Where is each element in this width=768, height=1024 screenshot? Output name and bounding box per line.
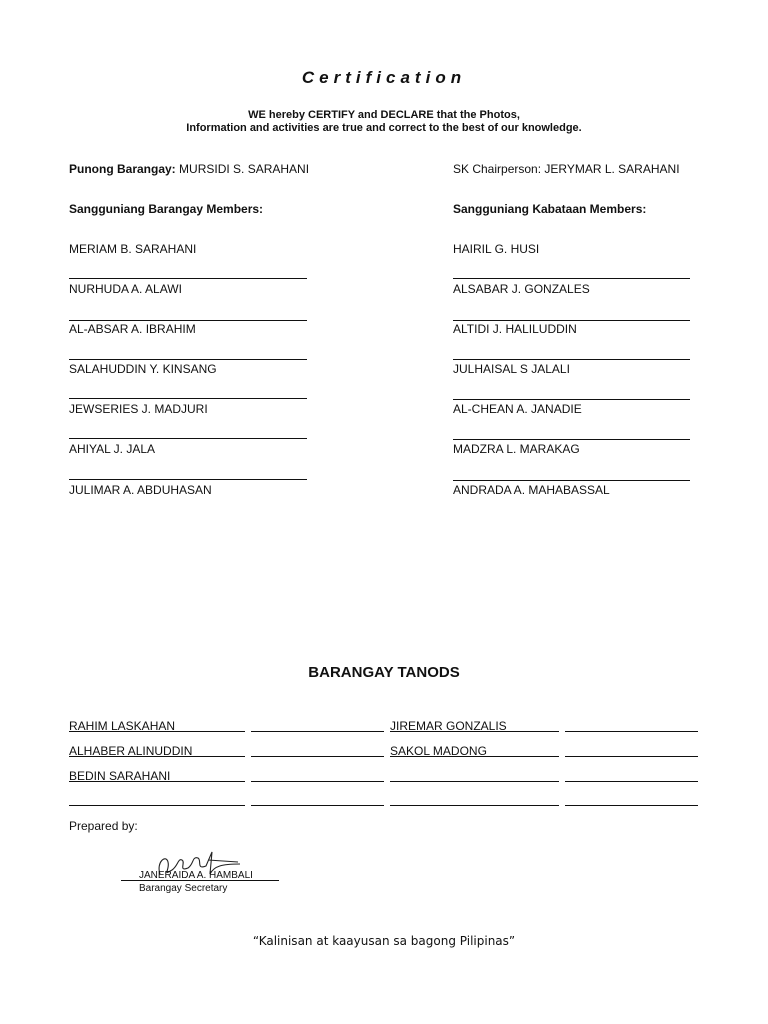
secretary-name: JANERAIDA A. HAMBALI	[139, 870, 253, 881]
signature-line	[453, 399, 690, 400]
sk-members-heading: Sangguniang Kabataan Members:	[453, 202, 647, 216]
certify-line-2: Information and activities are true and correct to the best of our knowledge.	[186, 122, 582, 134]
tanod-line	[69, 731, 245, 732]
punong-barangay	[69, 162, 309, 176]
tanod-line	[390, 756, 559, 757]
secretary-signature-line	[121, 880, 279, 881]
tanod-line	[565, 781, 698, 782]
tanod-name: BEDIN SARAHANI	[69, 769, 171, 783]
signature-line	[69, 438, 307, 439]
signature-line	[69, 320, 307, 321]
sb-members-heading: Sangguniang Barangay Members:	[69, 202, 264, 216]
sk-member: AL-CHEAN A. JANADIE	[453, 402, 582, 416]
sb-member: JULIMAR A. ABDUHASAN	[69, 483, 212, 497]
tanods-heading: BARANGAY TANODS	[308, 664, 460, 681]
sb-member: MERIAM B. SARAHANI	[69, 242, 197, 256]
sk-member: JULHAISAL S JALALI	[453, 362, 570, 376]
tanod-line	[69, 781, 245, 782]
tanod-line	[565, 805, 698, 806]
tanod-line	[565, 731, 698, 732]
sb-member: SALAHUDDIN Y. KINSANG	[69, 362, 217, 376]
sb-member: AL-ABSAR A. IBRAHIM	[69, 322, 196, 336]
certification-statement	[0, 109, 768, 135]
tanod-line	[390, 805, 559, 806]
sk-member: HAIRIL G. HUSI	[453, 242, 540, 256]
sk-member: MADZRA L. MARAKAG	[453, 442, 580, 456]
sk-member: ANDRADA A. MAHABASSAL	[453, 483, 610, 497]
tanod-line	[390, 731, 559, 732]
signature-line	[69, 359, 307, 360]
tanod-name: ALHABER ALINUDDIN	[69, 744, 193, 758]
signature-line	[453, 278, 690, 279]
prepared-by-label: Prepared by:	[69, 819, 138, 833]
motto: “Kalinisan at kaayusan sa bagong Pilipinas”	[252, 934, 516, 948]
tanod-name: RAHIM LASKAHAN	[69, 719, 176, 733]
signature-line	[453, 359, 690, 360]
page-title: Certification	[301, 68, 467, 87]
tanod-line	[390, 781, 559, 782]
tanod-line	[69, 756, 245, 757]
certify-line-1: WE hereby CERTIFY and DECLARE that the Photos,	[248, 109, 520, 121]
tanod-line	[69, 805, 245, 806]
tanod-line	[251, 805, 384, 806]
secretary-role: Barangay Secretary	[139, 883, 228, 894]
sk-member: ALTIDI J. HALILUDDIN	[453, 322, 577, 336]
signature-line	[453, 320, 690, 321]
tanod-line	[565, 756, 698, 757]
signature-line	[69, 398, 307, 399]
tanod-name: JIREMAR GONZALIS	[390, 719, 507, 733]
punong-name: MURSIDI S. SARAHANI	[179, 162, 310, 176]
sk-chairperson: SK Chairperson: JERYMAR L. SARAHANI	[453, 162, 680, 176]
signature-line	[69, 278, 307, 279]
tanod-line	[251, 756, 384, 757]
punong-label: Punong Barangay:	[69, 162, 176, 176]
tanod-name: SAKOL MADONG	[390, 744, 487, 758]
sb-member: AHIYAL J. JALA	[69, 442, 156, 456]
tanod-line	[251, 781, 384, 782]
signature-line	[69, 479, 307, 480]
signature-line	[453, 439, 690, 440]
sb-member: JEWSERIES J. MADJURI	[69, 402, 208, 416]
signature-line	[453, 480, 690, 481]
tanod-line	[251, 731, 384, 732]
sb-member: NURHUDA A. ALAWI	[69, 282, 182, 296]
sk-member: ALSABAR J. GONZALES	[453, 282, 590, 296]
